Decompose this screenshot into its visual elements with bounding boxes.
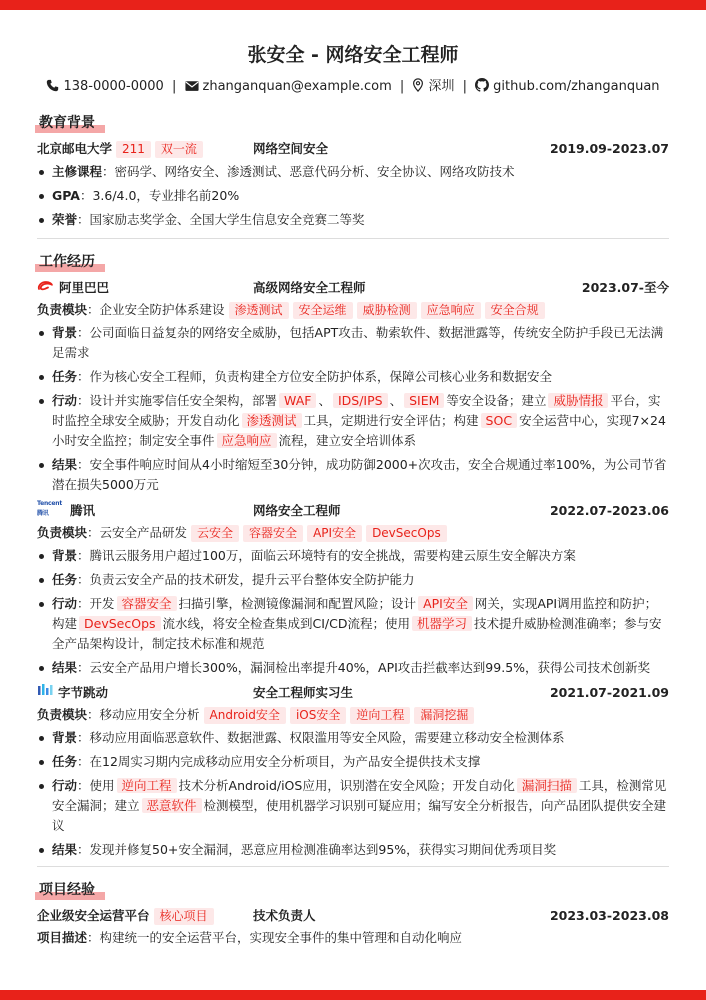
bullet-text: ：发现并修复50+安全漏洞，恶意应用检测准确率达到95%，获得实习期间优秀项目奖 bbox=[77, 842, 557, 857]
bullet-text: 等安全设备；建立 bbox=[446, 393, 547, 408]
bottom-accent-bar bbox=[0, 990, 706, 1000]
list-item bbox=[37, 546, 669, 566]
module-text: ：云安全产品研发 bbox=[87, 525, 188, 540]
education-period: 2019.09-2023.07 bbox=[549, 141, 669, 156]
education-bullets bbox=[37, 162, 669, 230]
contact-line bbox=[37, 78, 669, 96]
skill-tag: 逆向工程 bbox=[350, 707, 410, 724]
page-title: 张安全 - 网络安全工程师 bbox=[247, 44, 459, 66]
job-entry bbox=[37, 499, 669, 678]
email-icon bbox=[185, 79, 203, 94]
bullet-label: 结果 bbox=[52, 660, 78, 675]
job-role: 安全工程师实习生 bbox=[253, 685, 354, 700]
job-bullets bbox=[37, 728, 669, 860]
inline-tag: SIEM bbox=[404, 393, 444, 408]
bullet-label: 任务 bbox=[52, 572, 78, 587]
projects-section bbox=[37, 881, 669, 949]
module-label: 负责模块 bbox=[37, 525, 88, 540]
school-tag: 211 bbox=[116, 141, 151, 158]
bullet-text: ：移动应用面临恶意软件、数据泄露、权限滥用等安全风险，需要建立移动安全检测体系 bbox=[77, 730, 565, 745]
education-section bbox=[37, 114, 669, 239]
inline-tag: 机器学习 bbox=[412, 616, 472, 631]
bullet-label: 行动 bbox=[52, 393, 78, 408]
list-item bbox=[37, 455, 669, 495]
list-item bbox=[37, 570, 669, 590]
projects-heading: 项目经验 bbox=[37, 881, 97, 899]
company-name: 阿里巴巴 bbox=[59, 280, 110, 295]
bullet-text: ：开发 bbox=[77, 596, 115, 611]
skill-tag: 渗透测试 bbox=[229, 302, 289, 319]
email-link[interactable]: zhanganquan@example.com bbox=[202, 79, 392, 94]
inline-tag: API安全 bbox=[418, 596, 473, 611]
bullet-text: 、 bbox=[389, 393, 403, 408]
job-bullets bbox=[37, 546, 669, 678]
bullet-text: ：公司面临日益复杂的网络安全威胁，包括APT攻击、勒索软件、数据泄露等，传统安全防护手段已无法满足需求 bbox=[52, 325, 664, 360]
list-item: 荣誉：国家励志奖学金、全国大学生信息安全竞赛二等奖 bbox=[37, 210, 669, 230]
bullet-label: 结果 bbox=[52, 457, 78, 472]
inline-tag: IDS/IPS bbox=[333, 393, 388, 408]
inline-tag: DevSecOps bbox=[79, 616, 161, 631]
job-module bbox=[37, 704, 669, 726]
bullet-label: 行动 bbox=[52, 778, 78, 793]
github-icon bbox=[475, 79, 493, 94]
company-name: 字节跳动 bbox=[58, 685, 109, 700]
bullet-text: 扫描引擎，检测镜像漏洞和配置风险；设计 bbox=[178, 596, 417, 611]
bullet-text: 平台，实时监控全球安全威胁；开发自动化 bbox=[52, 393, 661, 428]
bullet-text: 技术提升威胁检测准确率；参与安全产品架构设计，制定技术标准和规范 bbox=[52, 616, 662, 651]
school-tag: 双一流 bbox=[155, 141, 203, 158]
bullet-text: ：设计并实施零信任安全架构，部署 bbox=[77, 393, 278, 408]
list-item bbox=[37, 594, 669, 654]
project-row bbox=[37, 905, 669, 927]
list-item bbox=[37, 840, 669, 860]
inline-tag: SOC bbox=[481, 413, 518, 428]
module-label: 负责模块 bbox=[37, 707, 88, 722]
skill-tag: 容器安全 bbox=[243, 525, 303, 542]
resume-page bbox=[37, 10, 669, 949]
list-item bbox=[37, 323, 669, 363]
school-name: 北京邮电大学 bbox=[37, 141, 113, 156]
list-item bbox=[37, 776, 669, 836]
section-divider bbox=[37, 238, 669, 239]
bullet-text: 工具，定期进行安全评估；构建 bbox=[303, 413, 479, 428]
bullet-text: 、 bbox=[318, 393, 331, 408]
job-period: 2023.07-至今 bbox=[581, 280, 669, 295]
inline-tag: WAF bbox=[279, 393, 316, 408]
bullet-text: 流程，建立安全培训体系 bbox=[278, 433, 417, 448]
project-name: 企业级安全运营平台 bbox=[37, 908, 150, 923]
module-text: ：移动应用安全分析 bbox=[87, 707, 200, 722]
location-icon bbox=[412, 79, 428, 94]
project-tag: 核心项目 bbox=[154, 908, 214, 925]
skill-tag: 云安全 bbox=[191, 525, 239, 542]
company-name: 腾讯 bbox=[70, 502, 96, 518]
job-role: 网络安全工程师 bbox=[253, 502, 341, 518]
bullet-text: 安全运营中心，实现7×24小时安全监控；制定安全事件 bbox=[52, 413, 666, 448]
skill-tag: iOS安全 bbox=[290, 707, 346, 724]
module-text: ：企业安全防护体系建设 bbox=[87, 302, 225, 317]
job-period: 2021.07-2021.09 bbox=[549, 685, 669, 700]
bullet-label: 结果 bbox=[52, 842, 78, 857]
bullet-text: ：使用 bbox=[77, 778, 115, 793]
bullet-text: 检测模型，使用机器学习识别可疑应用；编写安全分析报告，向产品团队提供安全建议 bbox=[52, 798, 667, 833]
bullet-label: 行动 bbox=[52, 596, 78, 611]
list-item bbox=[37, 728, 669, 748]
bullet-text: ：负责云安全产品的技术研发，提升云平台整体安全防护能力 bbox=[77, 572, 415, 587]
work-section bbox=[37, 253, 669, 867]
list-item bbox=[37, 752, 669, 772]
education-heading: 教育背景 bbox=[37, 114, 97, 132]
skill-tag: 安全合规 bbox=[485, 302, 545, 319]
bullet-text: 工具，检测常见安全漏洞；建立 bbox=[52, 778, 667, 813]
job-entry bbox=[37, 277, 669, 495]
job-module bbox=[37, 522, 669, 544]
section-divider bbox=[37, 866, 669, 867]
phone-icon bbox=[46, 79, 63, 94]
separator: | bbox=[171, 79, 177, 94]
bullet-label: 背景 bbox=[52, 548, 78, 563]
skill-tag: 安全运维 bbox=[293, 302, 353, 319]
bullet-text: ：腾讯云服务用户超过100万，面临云环境特有的安全挑战，需要构建云原生安全解决方案 bbox=[77, 548, 576, 563]
list-item bbox=[37, 367, 669, 387]
inline-tag: 容器安全 bbox=[117, 596, 177, 611]
bullet-label: 背景 bbox=[52, 325, 78, 340]
github-link[interactable]: github.com/zhanganquan bbox=[493, 79, 660, 94]
bullet-text: 网关，实现API调用监控和防护；构建 bbox=[52, 596, 658, 631]
inline-tag: 应急响应 bbox=[217, 433, 277, 448]
project-description: 项目描述：构建统一的安全运营平台，实现安全事件的集中管理和自动化响应 bbox=[37, 930, 463, 945]
inline-tag: 逆向工程 bbox=[117, 778, 177, 793]
list-item bbox=[37, 658, 669, 678]
list-item bbox=[37, 391, 669, 451]
alibaba-logo bbox=[37, 277, 54, 299]
list-item: GPA：3.6/4.0，专业排名前20% bbox=[37, 186, 669, 206]
bullet-text: 技术分析Android/iOS应用，识别潜在安全风险；开发自动化 bbox=[178, 778, 515, 793]
skill-tag: 应急响应 bbox=[421, 302, 481, 319]
module-label: 负责模块 bbox=[37, 302, 88, 317]
bullet-text: ：在12周实习期内完成移动应用安全分析项目，为产品安全提供技术支撑 bbox=[77, 754, 481, 769]
work-heading: 工作经历 bbox=[37, 253, 97, 271]
inline-tag: 威胁情报 bbox=[548, 393, 608, 408]
job-role: 高级网络安全工程师 bbox=[253, 280, 366, 295]
top-accent-bar bbox=[0, 0, 706, 10]
skill-tag: Android安全 bbox=[204, 707, 286, 724]
major: 网络空间安全 bbox=[253, 141, 329, 156]
education-row bbox=[37, 138, 669, 160]
inline-tag: 恶意软件 bbox=[142, 798, 202, 813]
phone-text: 138-0000-0000 bbox=[63, 79, 164, 94]
bullet-text: ：云安全产品用户增长300%，漏洞检出率提升40%，API攻击拦截率达到99.5%，获得公司技术创新奖 bbox=[77, 660, 651, 675]
job-header-row bbox=[37, 682, 669, 704]
job-entry bbox=[37, 682, 669, 860]
bullet-text: 流水线，将安全检查集成到CI/CD流程；使用 bbox=[162, 616, 410, 631]
skill-tag: DevSecOps bbox=[366, 525, 447, 542]
inline-tag: 漏洞扫描 bbox=[517, 778, 577, 793]
bullet-label: 任务 bbox=[52, 754, 78, 769]
job-header-row bbox=[37, 277, 669, 299]
job-header-row bbox=[37, 499, 669, 522]
inline-tag: 渗透测试 bbox=[242, 413, 302, 428]
separator: | bbox=[399, 79, 405, 94]
tencent-logo: Tencent腾讯 bbox=[37, 500, 63, 517]
jobs-list bbox=[37, 277, 669, 860]
job-period: 2022.07-2023.06 bbox=[549, 502, 669, 518]
bullet-text: ：安全事件响应时间从4小时缩短至30分钟，成功防御2000+次攻击，安全合规通过率100%，为公司节省潜在损失5000万元 bbox=[52, 457, 667, 492]
bullet-label: 任务 bbox=[52, 369, 78, 384]
project-role: 技术负责人 bbox=[253, 908, 316, 923]
bytedance-logo bbox=[37, 682, 53, 704]
location-text: 深圳 bbox=[428, 79, 455, 94]
job-module bbox=[37, 299, 669, 321]
list-item: 主修课程：密码学、网络安全、渗透测试、恶意代码分析、安全协议、网络攻防技术 bbox=[37, 162, 669, 182]
project-period: 2023.03-2023.08 bbox=[549, 908, 669, 923]
skill-tag: API安全 bbox=[307, 525, 362, 542]
bullet-label: 背景 bbox=[52, 730, 78, 745]
job-bullets bbox=[37, 323, 669, 495]
separator: | bbox=[462, 79, 467, 94]
skill-tag: 漏洞挖掘 bbox=[414, 707, 474, 724]
skill-tag: 威胁检测 bbox=[357, 302, 417, 319]
bullet-text: ：作为核心安全工程师，负责构建全方位安全防护体系，保障公司核心业务和数据安全 bbox=[77, 369, 553, 384]
